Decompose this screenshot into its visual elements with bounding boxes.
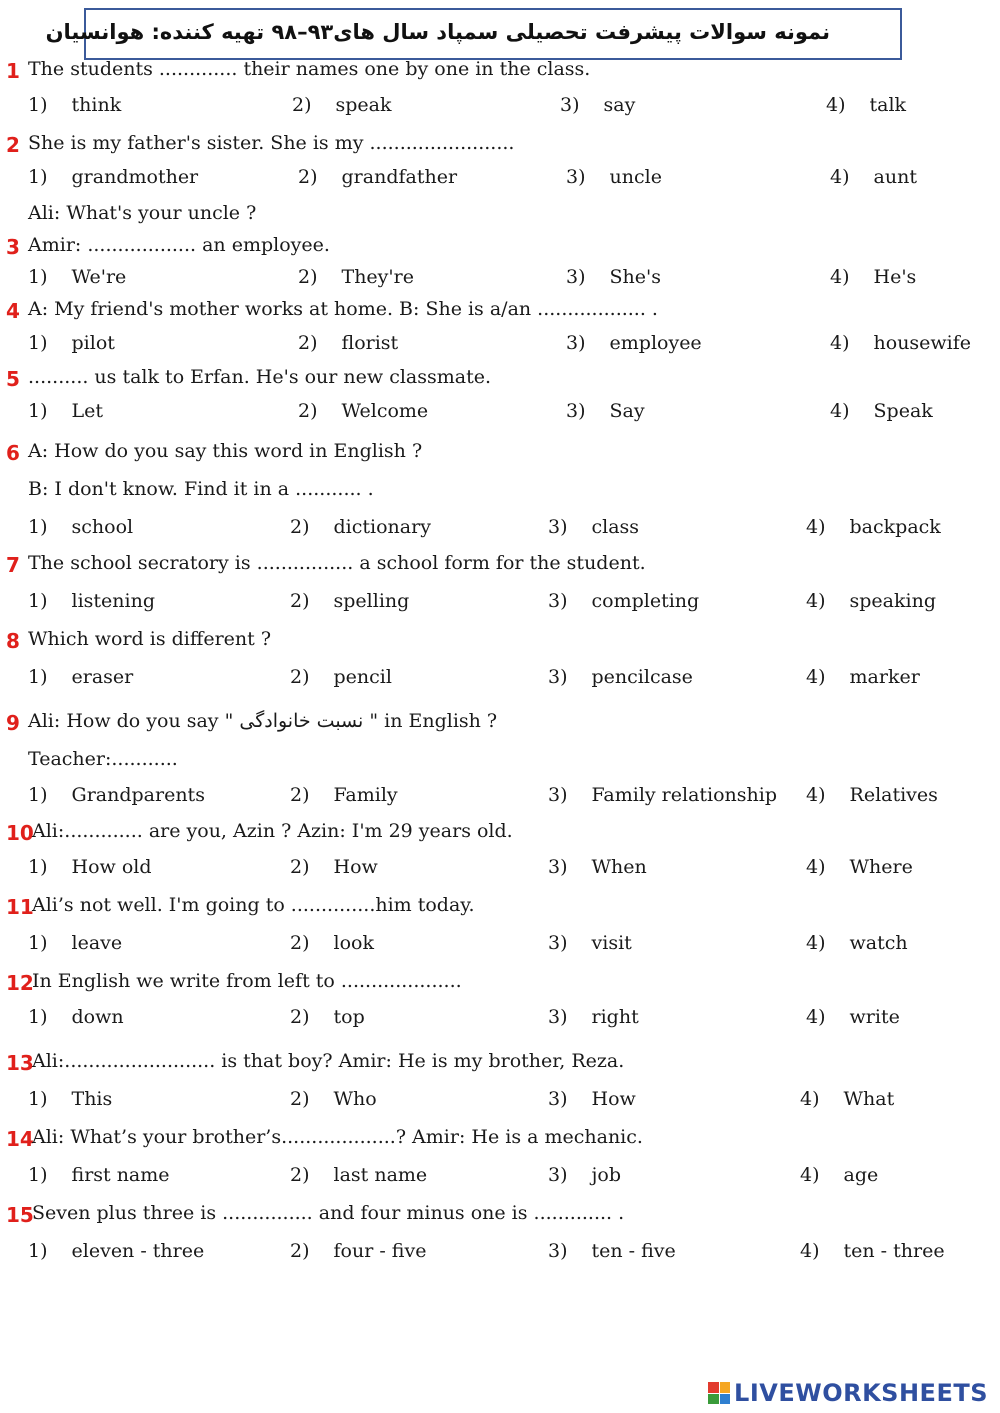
option-number: 4) (830, 166, 850, 188)
answer-option-3[interactable] (548, 516, 639, 538)
option-text: uncle (609, 166, 662, 188)
answer-option-3[interactable] (548, 590, 699, 612)
option-text: age (843, 1164, 879, 1186)
option-text: backpack (849, 516, 941, 538)
option-text: We're (71, 266, 127, 288)
option-number: 2) (290, 784, 310, 806)
answer-option-4[interactable] (800, 1240, 945, 1262)
answer-option-1[interactable] (28, 516, 133, 538)
option-text: How (333, 856, 378, 878)
answer-option-2[interactable] (298, 400, 428, 422)
option-text: eleven - three (71, 1240, 205, 1262)
question-number: 3 (6, 235, 20, 259)
option-text: grandmother (71, 166, 199, 188)
option-number: 4) (806, 516, 826, 538)
option-number: 1) (28, 1006, 48, 1028)
answer-option-3[interactable] (548, 784, 777, 806)
option-text: write (849, 1006, 900, 1028)
question-context: Ali: What's your uncle ? (28, 202, 257, 224)
option-number: 3) (548, 1164, 568, 1186)
answer-option-4[interactable] (800, 1164, 878, 1186)
answer-option-3[interactable] (548, 666, 693, 688)
option-text: Say (609, 400, 645, 422)
answer-option-3[interactable] (566, 166, 662, 188)
answer-option-2[interactable] (290, 1240, 426, 1262)
option-text: ten - three (843, 1240, 945, 1262)
answer-option-4[interactable] (806, 856, 913, 878)
answer-option-2[interactable] (290, 932, 374, 954)
option-number: 4) (830, 332, 850, 354)
option-text: employee (609, 332, 702, 354)
option-number: 3) (548, 666, 568, 688)
answer-option-4[interactable] (826, 94, 906, 116)
option-number: 3) (548, 1088, 568, 1110)
option-text: Let (71, 400, 104, 422)
answer-option-1[interactable] (28, 932, 122, 954)
question-number: 7 (6, 553, 20, 577)
option-text: How (591, 1088, 636, 1110)
question-number: 8 (6, 629, 20, 653)
option-text: marker (849, 666, 920, 688)
option-number: 2) (290, 1088, 310, 1110)
option-number: 1) (28, 932, 48, 954)
option-number: 4) (806, 590, 826, 612)
question-stem: .......... us talk to Erfan. He's our new classmate. (28, 366, 492, 388)
question-stem-line: B: I don't know. Find it in a ........... . (28, 478, 374, 500)
answer-option-2[interactable] (290, 1164, 427, 1186)
page-title: نمونه سوالات پیشرفت تحصیلی سمپاد سال های۹۳–۹۸ تهیه کننده: هوانسیان (45, 20, 830, 44)
option-number: 3) (548, 590, 568, 612)
question-number: 1 (6, 59, 20, 83)
answer-option-2[interactable] (290, 784, 398, 806)
question-stem: Which word is different ? (28, 628, 272, 650)
option-number: 1) (28, 166, 48, 188)
question-number: 5 (6, 367, 20, 391)
question-stem: Ali:......................... is that boy? Amir: He is my brother, Reza. (32, 1050, 625, 1072)
option-number: 2) (290, 1240, 310, 1262)
option-number: 1) (28, 94, 48, 116)
answer-option-3[interactable] (560, 94, 635, 116)
question-number: 13 (6, 1051, 34, 1075)
answer-option-1[interactable] (28, 332, 115, 354)
answer-option-2[interactable] (298, 332, 398, 354)
logo-grid-icon (708, 1382, 730, 1404)
option-number: 4) (830, 400, 850, 422)
option-number: 3) (566, 166, 586, 188)
option-number: 2) (290, 1006, 310, 1028)
option-number: 2) (292, 94, 312, 116)
option-number: 3) (548, 1006, 568, 1028)
option-text: Who (333, 1088, 377, 1110)
option-text: They're (341, 266, 414, 288)
option-text: speak (335, 94, 392, 116)
option-text: Grandparents (71, 784, 205, 806)
option-text: florist (341, 332, 399, 354)
option-number: 3) (566, 332, 586, 354)
answer-option-3[interactable] (566, 266, 661, 288)
answer-option-1[interactable] (28, 590, 155, 612)
answer-option-1[interactable] (28, 1240, 204, 1262)
option-number: 3) (548, 1240, 568, 1262)
option-number: 2) (298, 266, 318, 288)
answer-option-2[interactable] (290, 1088, 377, 1110)
question-number: 15 (6, 1203, 34, 1227)
answer-option-2[interactable] (290, 666, 392, 688)
answer-option-4[interactable] (806, 516, 941, 538)
option-text: grandfather (341, 166, 458, 188)
option-number: 4) (826, 94, 846, 116)
answer-option-2[interactable] (290, 516, 431, 538)
option-text: first name (71, 1164, 170, 1186)
question-stem: Amir: .................. an employee. (28, 234, 330, 256)
option-text: dictionary (333, 516, 431, 538)
option-text: Family (333, 784, 398, 806)
answer-option-4[interactable] (830, 332, 971, 354)
option-text: pilot (71, 332, 115, 354)
option-number: 2) (290, 666, 310, 688)
option-text: school (71, 516, 134, 538)
option-number: 3) (548, 932, 568, 954)
answer-option-3[interactable] (548, 1006, 639, 1028)
option-text: Relatives (849, 784, 938, 806)
answer-option-2[interactable] (298, 266, 414, 288)
question-stem: Ali: What’s your brother’s...................? Amir: He is a mechanic. (32, 1126, 643, 1148)
option-number: 4) (806, 666, 826, 688)
answer-option-1[interactable] (28, 400, 103, 422)
option-number: 4) (800, 1164, 820, 1186)
answer-option-4[interactable] (800, 1088, 894, 1110)
question-stem: A: My friend's mother works at home. B: She is a/an .................. . (28, 298, 658, 320)
option-text: aunt (873, 166, 917, 188)
question-stem: The students ............. their names one by one in the class. (28, 58, 591, 80)
answer-option-4[interactable] (830, 400, 933, 422)
option-number: 3) (566, 266, 586, 288)
answer-option-1[interactable] (28, 166, 198, 188)
question-stem: Ali: How do you say " نسبت خانوادگی " in English ? (28, 710, 498, 732)
option-text: down (71, 1006, 124, 1028)
question-number: 6 (6, 441, 20, 465)
question-stem: Ali:............. are you, Azin ? Azin: I'm 29 years old. (32, 820, 513, 842)
option-text: look (333, 932, 374, 954)
question-stem: Seven plus three is ............... and four minus one is ............. . (32, 1202, 625, 1224)
answer-option-4[interactable] (830, 166, 917, 188)
answer-option-1[interactable] (28, 1088, 112, 1110)
option-text: When (591, 856, 647, 878)
option-number: 3) (548, 784, 568, 806)
question-number: 12 (6, 971, 34, 995)
answer-option-3[interactable] (548, 1164, 621, 1186)
option-number: 1) (28, 1088, 48, 1110)
option-text: visit (591, 932, 632, 954)
option-text: Where (849, 856, 913, 878)
option-number: 2) (298, 332, 318, 354)
option-number: 3) (548, 516, 568, 538)
option-number: 2) (290, 1164, 310, 1186)
option-text: She's (609, 266, 661, 288)
question-stem-line: Teacher:........... (28, 748, 178, 770)
option-number: 2) (298, 166, 318, 188)
option-number: 4) (806, 1006, 826, 1028)
answer-option-1[interactable] (28, 666, 133, 688)
answer-option-4[interactable] (806, 1006, 900, 1028)
answer-option-2[interactable] (290, 856, 378, 878)
option-number: 2) (290, 932, 310, 954)
option-number: 1) (28, 666, 48, 688)
option-number: 3) (566, 400, 586, 422)
option-number: 4) (800, 1088, 820, 1110)
answer-option-1[interactable] (28, 784, 205, 806)
option-text: eraser (71, 666, 134, 688)
option-text: think (71, 94, 122, 116)
question-number: 14 (6, 1127, 34, 1151)
option-text: right (591, 1006, 639, 1028)
answer-option-3[interactable] (548, 856, 647, 878)
answer-option-3[interactable] (548, 1088, 636, 1110)
option-number: 1) (28, 400, 48, 422)
question-stem: She is my father's sister. She is my ........................ (28, 132, 515, 154)
option-text: completing (591, 590, 700, 612)
answer-option-4[interactable] (806, 590, 936, 612)
option-text: pencilcase (591, 666, 693, 688)
answer-option-4[interactable] (806, 932, 908, 954)
option-number: 1) (28, 590, 48, 612)
answer-option-2[interactable] (292, 94, 392, 116)
option-text: class (591, 516, 640, 538)
answer-option-1[interactable] (28, 856, 152, 878)
option-text: How old (71, 856, 152, 878)
option-number: 4) (806, 932, 826, 954)
answer-option-4[interactable] (806, 666, 920, 688)
option-number: 4) (800, 1240, 820, 1262)
option-text: listening (71, 590, 156, 612)
answer-option-3[interactable] (566, 332, 702, 354)
option-text: last name (333, 1164, 428, 1186)
option-text: Speak (873, 400, 933, 422)
question-stem: In English we write from left to .................... (32, 970, 462, 992)
option-text: top (333, 1006, 365, 1028)
option-text: speaking (849, 590, 936, 612)
answer-option-2[interactable] (290, 590, 409, 612)
option-text: four - five (333, 1240, 427, 1262)
option-number: 4) (806, 856, 826, 878)
option-number: 1) (28, 856, 48, 878)
answer-option-3[interactable] (566, 400, 645, 422)
option-number: 2) (290, 590, 310, 612)
option-number: 1) (28, 784, 48, 806)
option-number: 1) (28, 1240, 48, 1262)
answer-option-1[interactable] (28, 1006, 124, 1028)
option-text: say (603, 94, 636, 116)
option-number: 4) (830, 266, 850, 288)
answer-option-3[interactable] (548, 932, 632, 954)
answer-option-1[interactable] (28, 266, 126, 288)
answer-option-2[interactable] (298, 166, 457, 188)
option-text: This (71, 1088, 113, 1110)
logo-text: LIVEWORKSHEETS (734, 1379, 988, 1407)
option-number: 1) (28, 266, 48, 288)
option-number: 3) (548, 856, 568, 878)
question-stem: The school secratory is ................ a school form for the student. (28, 552, 646, 574)
option-number: 2) (298, 400, 318, 422)
option-text: ten - five (591, 1240, 676, 1262)
option-text: What (843, 1088, 895, 1110)
answer-option-2[interactable] (290, 1006, 365, 1028)
option-number: 1) (28, 332, 48, 354)
option-text: Family relationship (591, 784, 778, 806)
option-text: job (591, 1164, 622, 1186)
option-number: 3) (560, 94, 580, 116)
option-number: 1) (28, 1164, 48, 1186)
option-text: He's (873, 266, 917, 288)
question-stem: Ali’s not well. I'm going to ..............him today. (32, 894, 475, 916)
answer-option-4[interactable] (806, 784, 938, 806)
question-number: 11 (6, 895, 34, 919)
option-text: talk (869, 94, 907, 116)
option-number: 2) (290, 856, 310, 878)
option-text: leave (71, 932, 123, 954)
question-stem: A: How do you say this word in English ? (28, 440, 423, 462)
option-text: spelling (333, 590, 410, 612)
answer-option-1[interactable] (28, 1164, 170, 1186)
option-number: 2) (290, 516, 310, 538)
option-number: 4) (806, 784, 826, 806)
option-text: watch (849, 932, 908, 954)
answer-option-4[interactable] (830, 266, 916, 288)
option-text: pencil (333, 666, 392, 688)
question-number: 4 (6, 299, 20, 323)
question-number: 10 (6, 821, 34, 845)
header-box (45, 8, 902, 60)
option-text: Welcome (341, 400, 429, 422)
option-text: housewife (873, 332, 972, 354)
question-number: 9 (6, 711, 20, 735)
answer-option-3[interactable] (548, 1240, 676, 1262)
liveworksheets-logo[interactable] (708, 1379, 988, 1407)
answer-option-1[interactable] (28, 94, 121, 116)
question-number: 2 (6, 133, 20, 157)
option-number: 1) (28, 516, 48, 538)
